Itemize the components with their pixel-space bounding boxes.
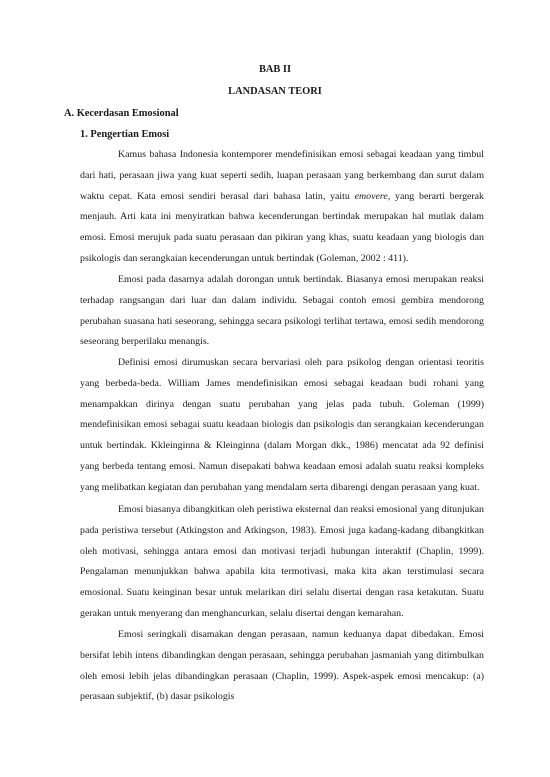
paragraph-5: Emosi seringkali disamakan dengan perasaan, namun keduanya dapat dibedakan. Emosi bersifat lebih intens dibandingkan dengan perasaan, sehingga perubahan jasmaniah yang ditimbulkan oleh emosi lebih jelas dibandingkan perasaan (Chaplin, 1999). Aspek-aspek emosi mencakup: (a) perasaan subjektif, (b) dasar psikologis xyxy=(80,629,484,703)
latin-term: emovere xyxy=(354,190,388,202)
paragraph-3: Definisi emosi dirumuskan secara bervariasi oleh para psikolog dengan orientasi teoritis yang berbeda-beda. William James mendefinisikan emosi sebagai keadaan budi rohani yang menampakkan dirinya dengan suatu perubahan yang jelas pada tubuh. Goleman (1999) mendefinisikan emosi sebagai suatu keadaan biologis dan psikologis dan serangkaian kecenderungan untuk bertindak. Kkleinginna & Kleinginna (dalam Morgan dkk., 1986) mencatat ada 92 definisi yang berbeda tentang emosi. Namun disepakati bahwa keadaan emosi adalah suatu reaksi kompleks yang melibatkan kegiatan dan perubahan yang mendalam serta dibarengi dengan perasaan yang kuat. xyxy=(80,357,484,493)
subsection-heading: 1. Pengertian Emosi xyxy=(80,129,170,140)
chapter-number: BAB II xyxy=(258,64,292,75)
section-heading: A. Kecerdasan Emosional xyxy=(64,108,179,119)
paragraph-1-text-a: Kamus bahasa Indonesia kontemporer mendefinisikan emosi sebagai keadaan yang timbul dari hati, perasaan jiwa yang kuat seperti sedih, luapan perasaan yang berkembang dan surut dalam waktu cepat. Kata emosi sendiri berasal dari bahasa latin, yaitu xyxy=(80,149,484,202)
paragraph-1-text-b: , yang berarti bergerak menjauh. Arti kata ini menyiratkan bahwa kecenderungan bertindak merupakan hal mutlak dalam emosi. Emosi merujuk pada suatu perasaan dan pikiran yang khas, suatu keadaan yang biologis dan psikologis dan serangkaian kecenderungan untuk bertindak (Goleman, 2002 : 411). xyxy=(80,190,484,264)
paragraph-2: Emosi pada dasarnya adalah dorongan untuk bertindak. Biasanya emosi merupakan reaksi terhadap rangsangan dari luar dan dalam individu. Sebagai contoh emosi gembira mendorong perubahan suasana hati seseorang, sehingga secara psikologi terlihat tertawa, emosi sedih mendorong seseorang berperilaku menangis. xyxy=(80,274,484,348)
paragraph-1 xyxy=(80,145,484,270)
chapter-title: LANDASAN TEORI xyxy=(228,86,322,97)
paragraph-4: Emosi biasanya dibangkitkan oleh peristiwa eksternal dan reaksi emosional yang ditunjukan pada peristiwa tersebut (Atkingston and Atkingson, 1983). Emosi juga kadang-kadang dibangkitkan oleh motivasi, sehingga antara emosi dan motivasi terjadi hubungan interaktif (Chaplin, 1999). Pengalaman menunjukkan bahwa apabila kita termotivasi, maka kita akan terstimulasi secara emosional. Suatu keinginan besar untuk melarikan diri selalu disertai dengan rasa ketakutan. Suatu gerakan untuk menyerang dan menghancurkan, selalu disertai dengan kemarahan. xyxy=(80,504,484,619)
